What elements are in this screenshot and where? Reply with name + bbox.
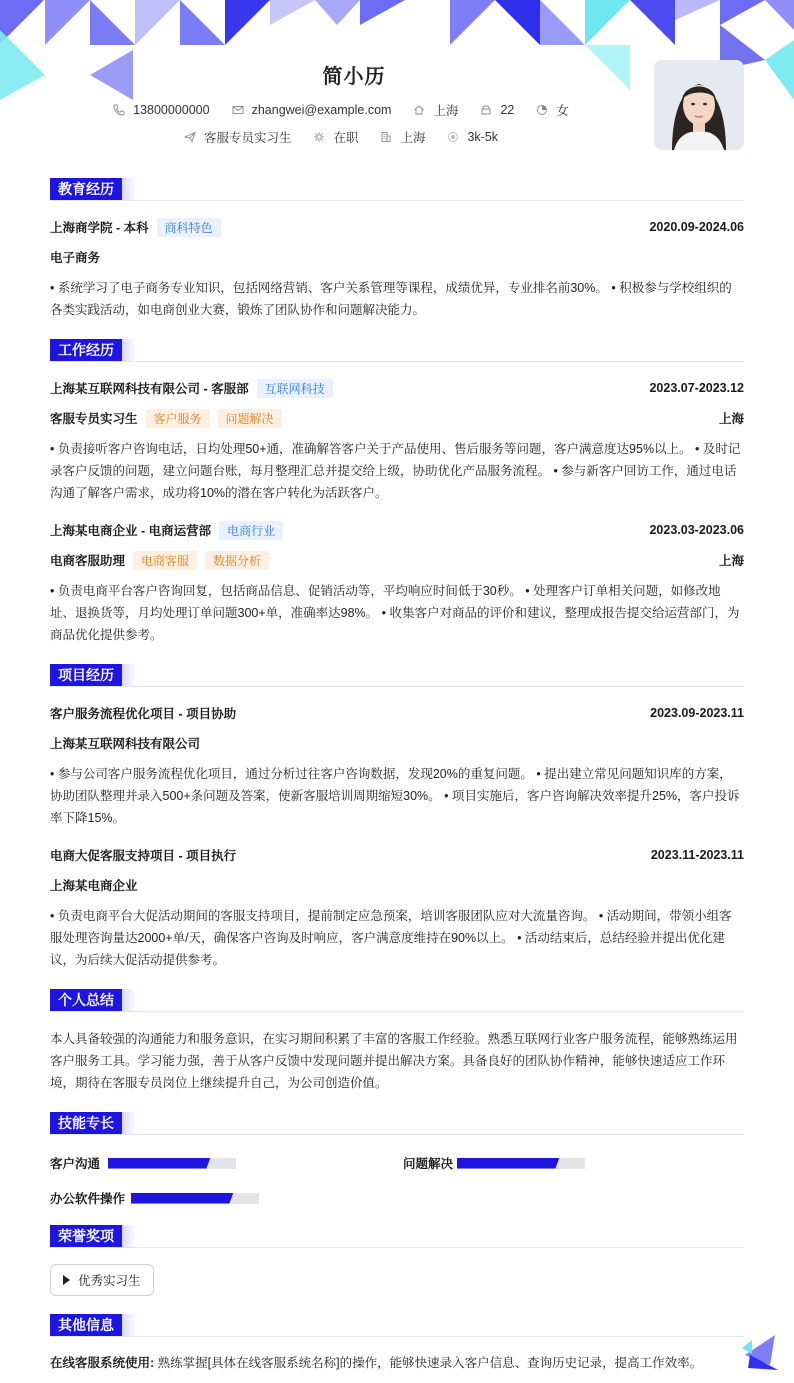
work-dates: 2023.03-2023.06 <box>649 523 744 537</box>
skill-name: 客户沟通 <box>50 1157 101 1171</box>
project-header <box>50 846 744 864</box>
section-education <box>50 178 744 201</box>
skill-bar-fill <box>131 1193 233 1204</box>
work-location: 上海 <box>718 412 744 426</box>
skill-bar-fill <box>457 1158 559 1169</box>
salary-icon <box>447 131 459 143</box>
section-title: 荣誉奖项 <box>50 1225 122 1247</box>
play-icon <box>63 1275 70 1285</box>
work-location: 上海 <box>718 554 744 568</box>
phone-number: 13800000000 <box>133 103 210 117</box>
skill-name: 问题解决 <box>403 1157 454 1171</box>
major: 电子商务 <box>50 251 101 265</box>
project-title: 客户服务流程优化项目 - 项目协助 <box>50 707 237 721</box>
skill-item <box>50 1154 236 1172</box>
mail-icon <box>232 104 244 116</box>
skill-bar-fill <box>108 1158 210 1169</box>
profile-photo <box>654 60 744 150</box>
education-dates: 2020.09-2024.06 <box>649 220 744 234</box>
school-tag: 商科特色 <box>157 218 221 237</box>
award-name: 优秀实习生 <box>78 1274 141 1288</box>
job-role: 电商客服助理 <box>50 554 126 568</box>
salary: 3k-5k <box>467 130 499 144</box>
education-major-row <box>50 248 744 266</box>
project-description: • 负责电商平台大促活动期间的客服支持项目，提前制定应急预案，培训客服团队应对大流量咨询。 • 活动期间，带领小组客服处理咨询量达2000+单/天，确保客户咨询及时响应，客户满意度维持在90%以上。 • 活动结束后，总结经验并提出优化建议，为后续大促活动提供参考。 <box>50 909 732 967</box>
job-role: 客服专员实习生 <box>50 412 138 426</box>
skill-bar <box>457 1158 585 1169</box>
section-skills <box>50 1112 744 1135</box>
section-title: 其他信息 <box>50 1314 122 1336</box>
work-status: 在职 <box>333 131 359 145</box>
status-icon <box>313 131 325 143</box>
skill-tag: 客户服务 <box>146 409 210 428</box>
contact-row <box>0 101 682 119</box>
home-icon <box>413 104 425 116</box>
other-info-text: 熟练掌握[具体在线客服系统名称]的操作，能够快速录入客户信息、查询历史记录，提高工作效率。 <box>157 1356 703 1370</box>
other-info-label: 在线客服系统使用: <box>50 1356 155 1370</box>
candidate-name: 简小历 <box>322 66 386 88</box>
work-dates: 2023.07-2023.12 <box>649 381 744 395</box>
skill-tag: 问题解决 <box>218 409 282 428</box>
work-description: • 负责接听客户咨询电话，日均处理50+通，准确解答客户关于产品使用、售后服务等问题，客户满意度达95%以上。 • 及时记录客户反馈的问题，建立问题台账，每月整理汇总并提交给上级，协助优化产品服务流程。 • 参与新客户回访工作，通过电话沟通了解客户需求，成功将10%的潜在客户转化为活跃客户。 <box>50 442 741 500</box>
section-title: 项目经历 <box>50 664 122 686</box>
work-description: • 负责电商平台客户咨询回复，包括商品信息、促销活动等，平均响应时间低于30秒。 • 处理客户订单相关问题，如修改地址、退换货等，月均处理订单问题300+单，准确率达98%。 • 收集客户对商品的评价和建议，整理成报告提交给运营部门，为商品优化提供参考。 <box>50 584 740 642</box>
section-other <box>50 1314 744 1337</box>
email-address: zhangwei@example.com <box>251 103 392 117</box>
school-name: 上海商学院 - 本科 <box>50 221 149 235</box>
project-dates: 2023.09-2023.11 <box>650 706 744 720</box>
summary-text: 本人具备较强的沟通能力和服务意识，在实习期间积累了丰富的客服工作经验。熟悉互联网行业客户服务流程，能够熟练运用客户服务工具。学习能力强，善于从客户反馈中发现问题并提出解决方案。具备良好的团队协作精神，能够快速适应工作环境，期待在客服专员岗位上继续提升自己，为公司创造价值。 <box>50 1032 738 1090</box>
project-title: 电商大促客服支持项目 - 项目执行 <box>50 849 237 863</box>
skill-tag: 数据分析 <box>205 551 269 570</box>
intent-row <box>0 128 682 146</box>
skill-bar <box>108 1158 236 1169</box>
target-city: 上海 <box>400 131 426 145</box>
city: 上海 <box>433 104 459 118</box>
section-title: 个人总结 <box>50 989 122 1011</box>
skill-name: 办公软件操作 <box>50 1192 126 1206</box>
project-org-row <box>50 876 744 894</box>
section-projects <box>50 664 744 687</box>
education-header <box>50 218 744 236</box>
project-description: • 参与公司客户服务流程优化项目，通过分析过往客户咨询数据，发现20%的重复问题。 • 提出建立常见问题知识库的方案，协助团队整理并录入500+条问题及答案，使新客服培训周期缩短30%。 • 项目实施后，客户咨询解决效率提升25%，客户投诉率下降15%。 <box>50 767 740 825</box>
phone-icon <box>113 104 125 116</box>
section-title: 教育经历 <box>50 178 122 200</box>
industry-tag: 互联网科技 <box>257 379 333 398</box>
project-dates: 2023.11-2023.11 <box>650 848 744 862</box>
skill-item <box>403 1154 585 1172</box>
company-name: 上海某互联网科技有限公司 - 客服部 <box>50 382 249 396</box>
age: 22 <box>500 103 515 117</box>
building-icon <box>380 131 392 143</box>
project-org: 上海某互联网科技有限公司 <box>50 737 201 751</box>
gender-icon <box>536 104 548 116</box>
corner-decoration <box>740 1330 780 1375</box>
other-info <box>50 1352 744 1374</box>
skill-tag: 电商客服 <box>133 551 197 570</box>
send-icon <box>184 131 196 143</box>
education-description: • 系统学习了电子商务专业知识，包括网络营销、客户关系管理等课程，成绩优异，专业排名前30%。 • 积极参与学校组织的各类实践活动，如电商创业大赛，锻炼了团队协作和问题解决能力。 <box>50 281 732 317</box>
company-name: 上海某电商企业 - 电商运营部 <box>50 524 212 538</box>
skill-item <box>50 1189 259 1207</box>
section-summary <box>50 989 744 1012</box>
target-role: 客服专员实习生 <box>203 131 292 145</box>
industry-tag: 电商行业 <box>219 521 283 540</box>
user-icon <box>480 104 492 116</box>
project-org-row <box>50 734 744 752</box>
work-role-row <box>50 409 744 427</box>
section-honors <box>50 1225 744 1248</box>
section-title: 技能专长 <box>50 1112 122 1134</box>
work-header <box>50 521 744 539</box>
project-header <box>50 704 744 722</box>
work-role-row <box>50 551 744 569</box>
section-title: 工作经历 <box>50 339 122 361</box>
gender: 女 <box>556 104 569 118</box>
award-badge <box>50 1264 154 1296</box>
section-work <box>50 339 744 362</box>
skill-bar <box>131 1193 259 1204</box>
work-header <box>50 379 744 397</box>
project-org: 上海某电商企业 <box>50 879 138 893</box>
